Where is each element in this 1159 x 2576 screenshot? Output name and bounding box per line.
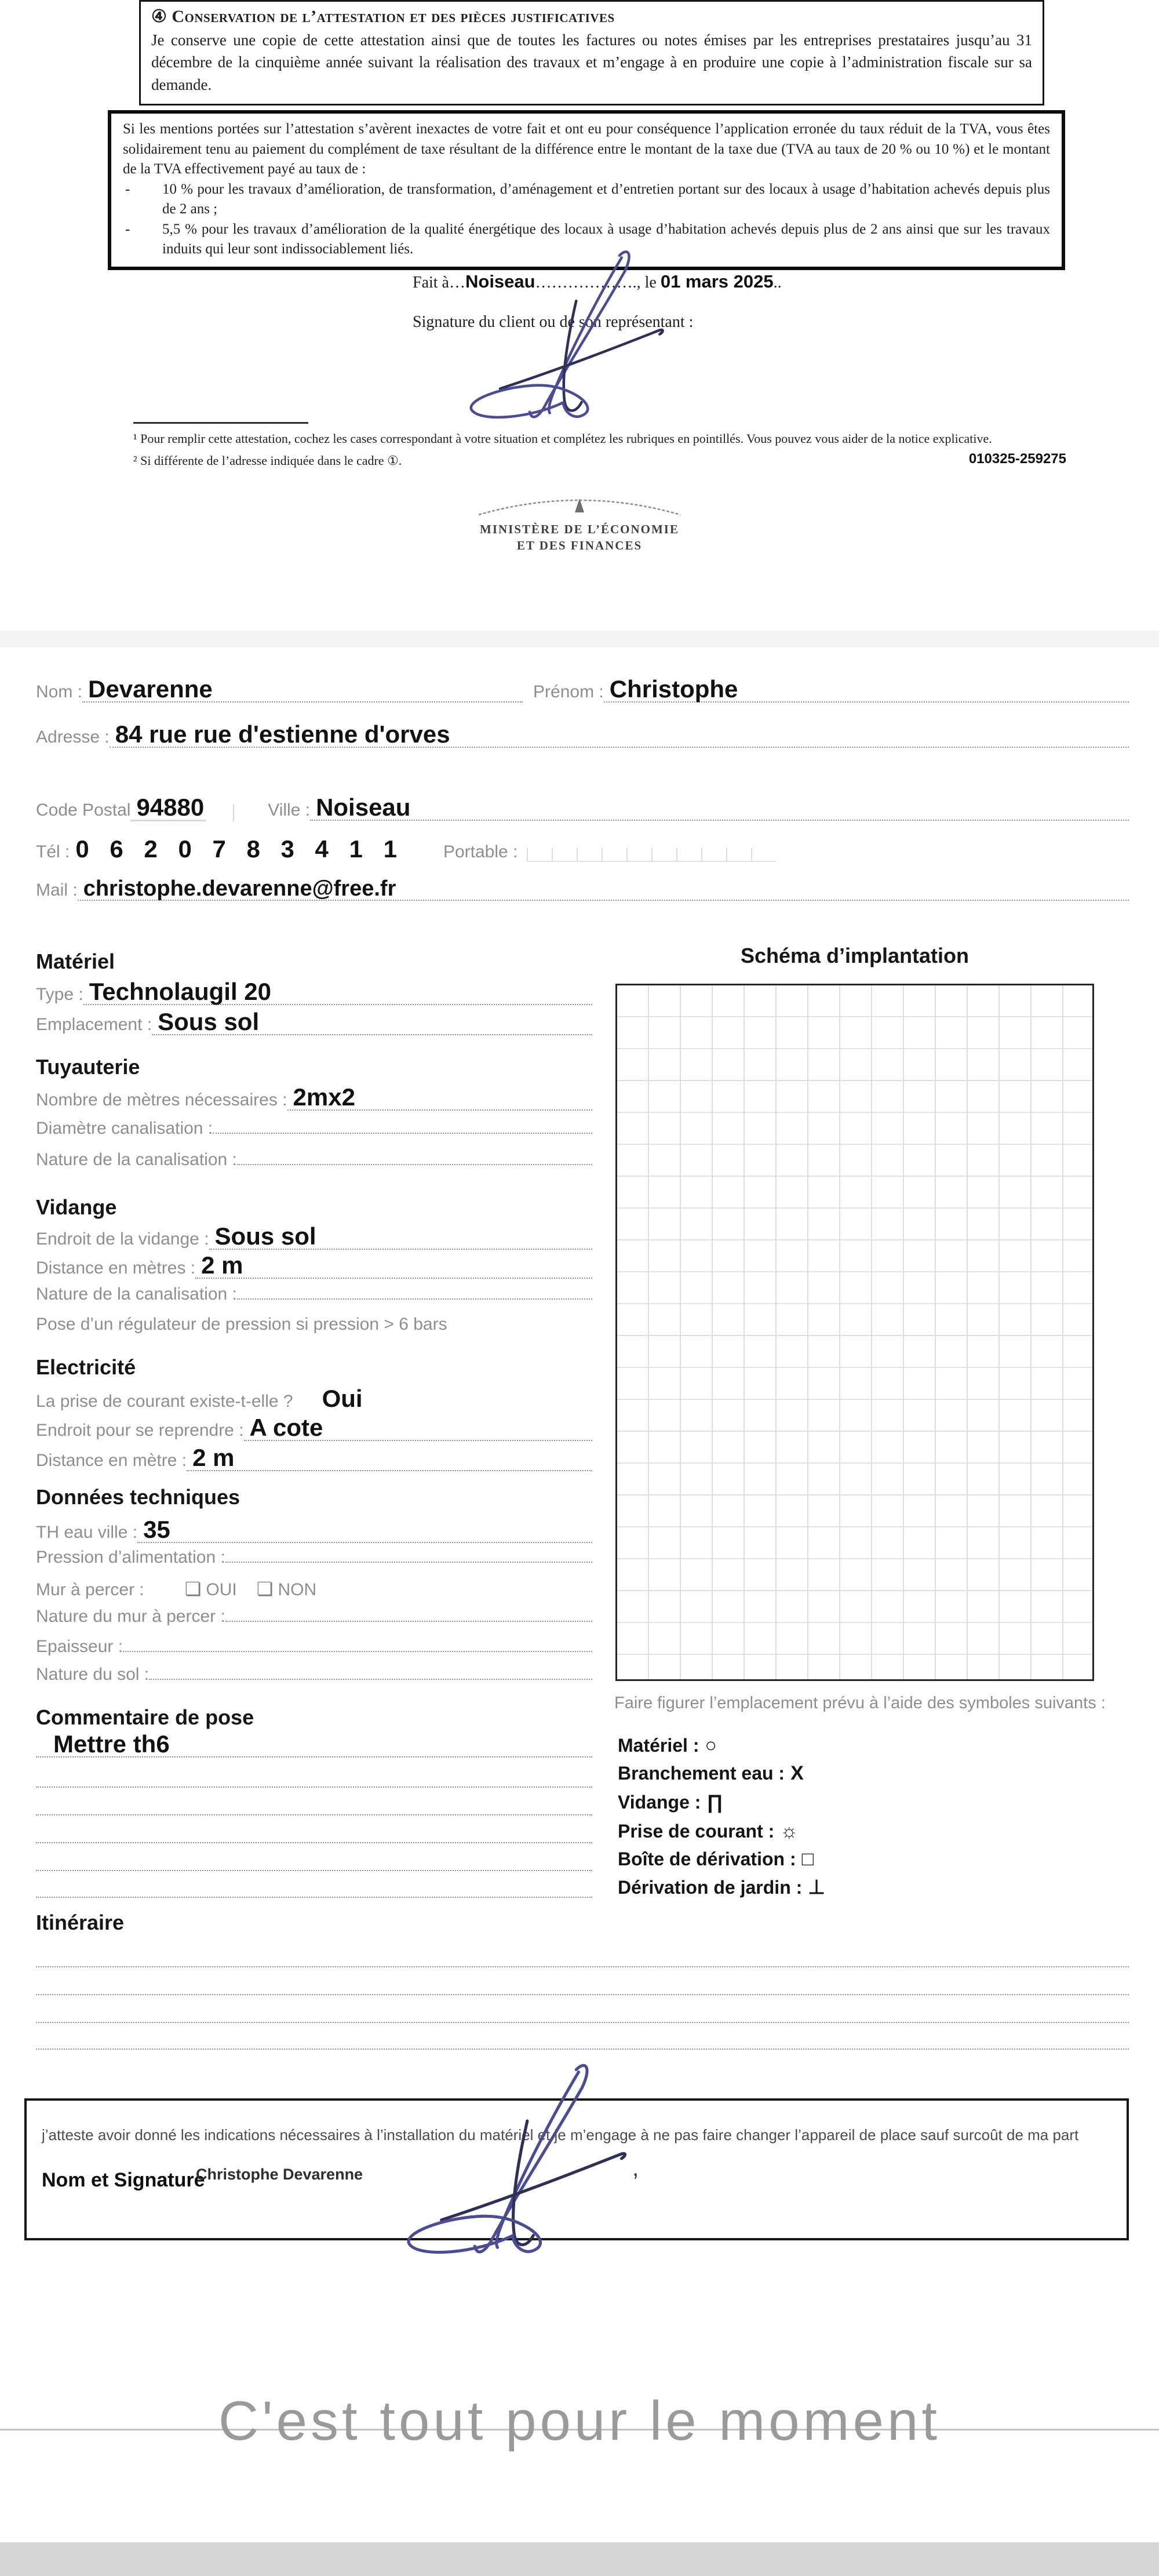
prise-sun-icon: ☼	[780, 1820, 799, 1842]
endroit-vidange-value: Sous sol	[214, 1222, 316, 1250]
adresse-field	[110, 722, 1129, 748]
nom-field	[82, 677, 523, 703]
date-value: 01 mars 2025	[660, 271, 774, 292]
adresse-row	[36, 722, 1129, 748]
signature-image	[444, 248, 676, 428]
tva-warning-bullet-2: - 5,5 % pour les travaux d’amélioration de la qualité énergétique des locaux à usage d’habitation achevés depuis plus de 2 ans ainsi que sur les travaux induits qui leur sont indissociablement liés.	[123, 220, 1050, 260]
jardin-tack-icon: ⊥	[808, 1876, 825, 1898]
ville-value: Noiseau	[316, 794, 411, 821]
conservation-box	[139, 0, 1044, 105]
page-divider	[0, 631, 1159, 647]
nom-prenom-row	[36, 677, 1129, 703]
cp-ville-row	[36, 795, 1129, 821]
tva-warning-intro: Si les mentions portées sur l’attestation s’avèrent inexactes de votre fait et ont eu pour conséquence l’application erronée du taux réduit de la TVA, vous êtes solidairement tenu au paiement du complément de taxe résultant de la différence entre le montant de la taxe due (TVA au taux de 20 % ou 10 %) et le montant de la TVA effectivement payé au taux de :	[123, 121, 1050, 177]
tva-warning-box	[108, 110, 1065, 270]
fait-a-line: Fait à…Noiseau………………., le 01 mars 2025..	[413, 271, 782, 292]
boite-square-icon: □	[801, 1848, 814, 1870]
commentaire-empty-line	[36, 1897, 592, 1898]
vidange-pi-icon: ∏	[706, 1791, 723, 1813]
portable-label: Portable :	[443, 842, 518, 861]
branchement-x-icon: X	[790, 1762, 804, 1784]
mail-row	[36, 878, 1129, 901]
itineraire-line	[36, 2022, 1129, 2023]
code-postal-tick	[233, 804, 234, 821]
non-checkbox: ❏	[256, 1578, 274, 1599]
distance-metre-value: 2 m	[192, 1444, 235, 1471]
tel-value: 0 6 2 0 7 8 3 4 1 1	[75, 835, 404, 863]
materiel-header: Matériel	[36, 949, 115, 973]
commentaire-empty-line	[36, 1842, 592, 1843]
code-postal-label: Code Postal	[36, 801, 131, 820]
mail-label: Mail :	[36, 881, 78, 900]
tel-label: Tél :	[36, 842, 70, 861]
type-row: Type : Technolaugil 20	[36, 980, 592, 1005]
legend-prise-courant: Prise de courant : ☼	[618, 1820, 799, 1842]
itineraire-line	[36, 1994, 1129, 1995]
portable-empty-boxes	[527, 848, 776, 862]
donnees-header: Données techniques	[36, 1485, 240, 1509]
distance-metre-row: Distance en mètre : 2 m	[36, 1446, 592, 1471]
prise-row: La prise de courant existe-t-elle ? Oui	[36, 1387, 592, 1411]
endroit-vidange-row: Endroit de la vidange : Sous sol	[36, 1224, 592, 1250]
commentaire-empty-line	[36, 1870, 592, 1871]
adresse-value: 84 rue rue d'estienne d'orves	[115, 721, 450, 748]
ville-label: Ville :	[268, 801, 311, 820]
bullet-dash: -	[125, 181, 130, 197]
endroit-reprendre-value: A cote	[249, 1414, 323, 1441]
metres-value: 2mx2	[293, 1083, 355, 1111]
reference-number: 010325-259275	[968, 451, 1066, 467]
engagement-text: j’atteste avoir donné les indications nécessaires à l’installation du matériel et je m’engage à ne pas faire changer l’appareil de place sauf surcoût de ma part	[42, 2126, 1079, 2144]
itineraire-line	[36, 2049, 1129, 2050]
commentaire-line1	[36, 1732, 592, 1758]
ministry-line1: MINISTÈRE DE L’ÉCONOMIE	[480, 522, 679, 536]
oui-label: OUI	[206, 1580, 237, 1599]
distance-metres-value: 2 m	[201, 1251, 243, 1279]
diametre-row: Diamètre canalisation :	[36, 1119, 592, 1138]
ministry-line2: ET DES FINANCES	[516, 539, 643, 553]
th-row: TH eau ville : 35	[36, 1518, 592, 1543]
tuyauterie-header: Tuyauterie	[36, 1055, 140, 1079]
electricite-header: Electricité	[36, 1355, 136, 1379]
itineraire-header: Itinéraire	[36, 1911, 125, 1934]
signature-image	[358, 2061, 659, 2264]
schema-title: Schéma d’implantation	[740, 944, 970, 967]
signature-label: Signature du client ou de son représentant :	[413, 313, 694, 331]
schema-note: Faire figurer l’emplacement prévu à l’aide des symboles suivants :	[614, 1694, 1106, 1712]
schema-grid	[615, 984, 1094, 1681]
pen-mark: ’	[633, 2168, 639, 2195]
nature-canalisation-row: Nature de la canalisation :	[36, 1150, 592, 1170]
nature-sol-row: Nature du sol :	[36, 1665, 592, 1684]
city-value: Noiseau	[465, 271, 535, 292]
end-of-content-message: C'est tout pour le moment	[218, 2390, 941, 2452]
nom-signature-label: Nom et Signature	[42, 2169, 205, 2191]
type-value: Technolaugil 20	[89, 978, 272, 1005]
footnote-1: ¹ Pour remplir cette attestation, cochez les cases correspondant à votre situation et complétez les rubriques en pointillés. Vous pouvez vous aider de la notice explicative.	[133, 431, 992, 446]
legend-materiel: Matériel : ○	[618, 1734, 717, 1756]
distance-metres-row: Distance en mètres : 2 m	[36, 1253, 592, 1279]
tel-portable-row	[36, 837, 1129, 862]
mur-a-percer-row: Mur à percer : ❏ OUI ❏ NON	[36, 1578, 592, 1600]
prenom-label: Prénom :	[533, 682, 604, 701]
metres-row: Nombre de mètres nécessaires : 2mx2	[36, 1085, 592, 1111]
commentaire-empty-line	[36, 1814, 592, 1815]
th-value: 35	[143, 1516, 170, 1543]
prenom-value: Christophe	[609, 675, 738, 703]
commentaire-empty-line	[36, 1787, 592, 1788]
signed-name: Christophe Devarenne	[196, 2166, 363, 2183]
legend-boite-derivation: Boîte de dérivation : □	[618, 1848, 814, 1870]
legend-derivation-jardin: Dérivation de jardin : ⊥	[618, 1876, 825, 1898]
vidange-header: Vidange	[36, 1195, 117, 1219]
footnote-2: ² Si différente de l’adresse indiquée dans le cadre ①.	[133, 453, 402, 468]
legend-branchement-eau: Branchement eau : X	[618, 1762, 804, 1784]
tva-warning-bullet-1: - 10 % pour les travaux d’amélioration, de transformation, d’aménagement et d’entretien portant sur des locaux à usage d’habitation achevés depuis plus de 2 ans ;	[123, 180, 1050, 220]
nature-canalisation2-row: Nature de la canalisation :	[36, 1285, 592, 1304]
emplacement-row: Emplacement : Sous sol	[36, 1010, 592, 1035]
ministry-logo	[458, 490, 701, 554]
mail-value: christophe.devarenne@free.fr	[83, 876, 396, 901]
legend-vidange: Vidange : ∏	[618, 1791, 723, 1813]
nom-label: Nom :	[36, 682, 83, 701]
nom-value: Devarenne	[88, 675, 213, 703]
prise-value: Oui	[322, 1385, 363, 1412]
footnote-rule	[133, 422, 308, 424]
endroit-reprendre-row: Endroit pour se reprendre : A cote	[36, 1416, 592, 1441]
regulateur-note: Pose d’un régulateur de pression si pression > 6 bars	[36, 1315, 447, 1334]
bottom-bar	[0, 2542, 1159, 2576]
nature-mur-row: Nature du mur à percer :	[36, 1607, 592, 1627]
ville-field	[310, 795, 1129, 821]
commentaire-value: Mettre th6	[53, 1730, 170, 1758]
emplacement-value: Sous sol	[158, 1008, 260, 1035]
code-postal-value: 94880	[130, 795, 206, 821]
itineraire-line	[36, 1966, 1129, 1967]
bullet-dash: -	[125, 221, 130, 237]
oui-checkbox: ❏	[184, 1578, 202, 1599]
materiel-circle-icon: ○	[705, 1734, 717, 1756]
epaisseur-row: Epaisseur :	[36, 1637, 592, 1657]
conservation-title: ④ Conservation de l’attestation et des pièces justificatives	[151, 7, 615, 26]
ministry-arc-icon	[475, 490, 684, 518]
adresse-label: Adresse :	[36, 727, 110, 747]
pression-row: Pression d’alimentation :	[36, 1548, 592, 1567]
commentaire-header: Commentaire de pose	[36, 1705, 254, 1729]
mail-field	[78, 878, 1129, 901]
conservation-body: Je conserve une copie de cette attestation ainsi que de toutes les factures ou notes émises par les entreprises prestataires jusqu’au 31 décembre de la cinquième année suivant la réalisation des travaux et m’engage à en produire une copie à l’administration fiscale sur sa demande.	[151, 31, 1032, 93]
prenom-field	[604, 677, 1129, 703]
non-label: NON	[278, 1580, 317, 1599]
